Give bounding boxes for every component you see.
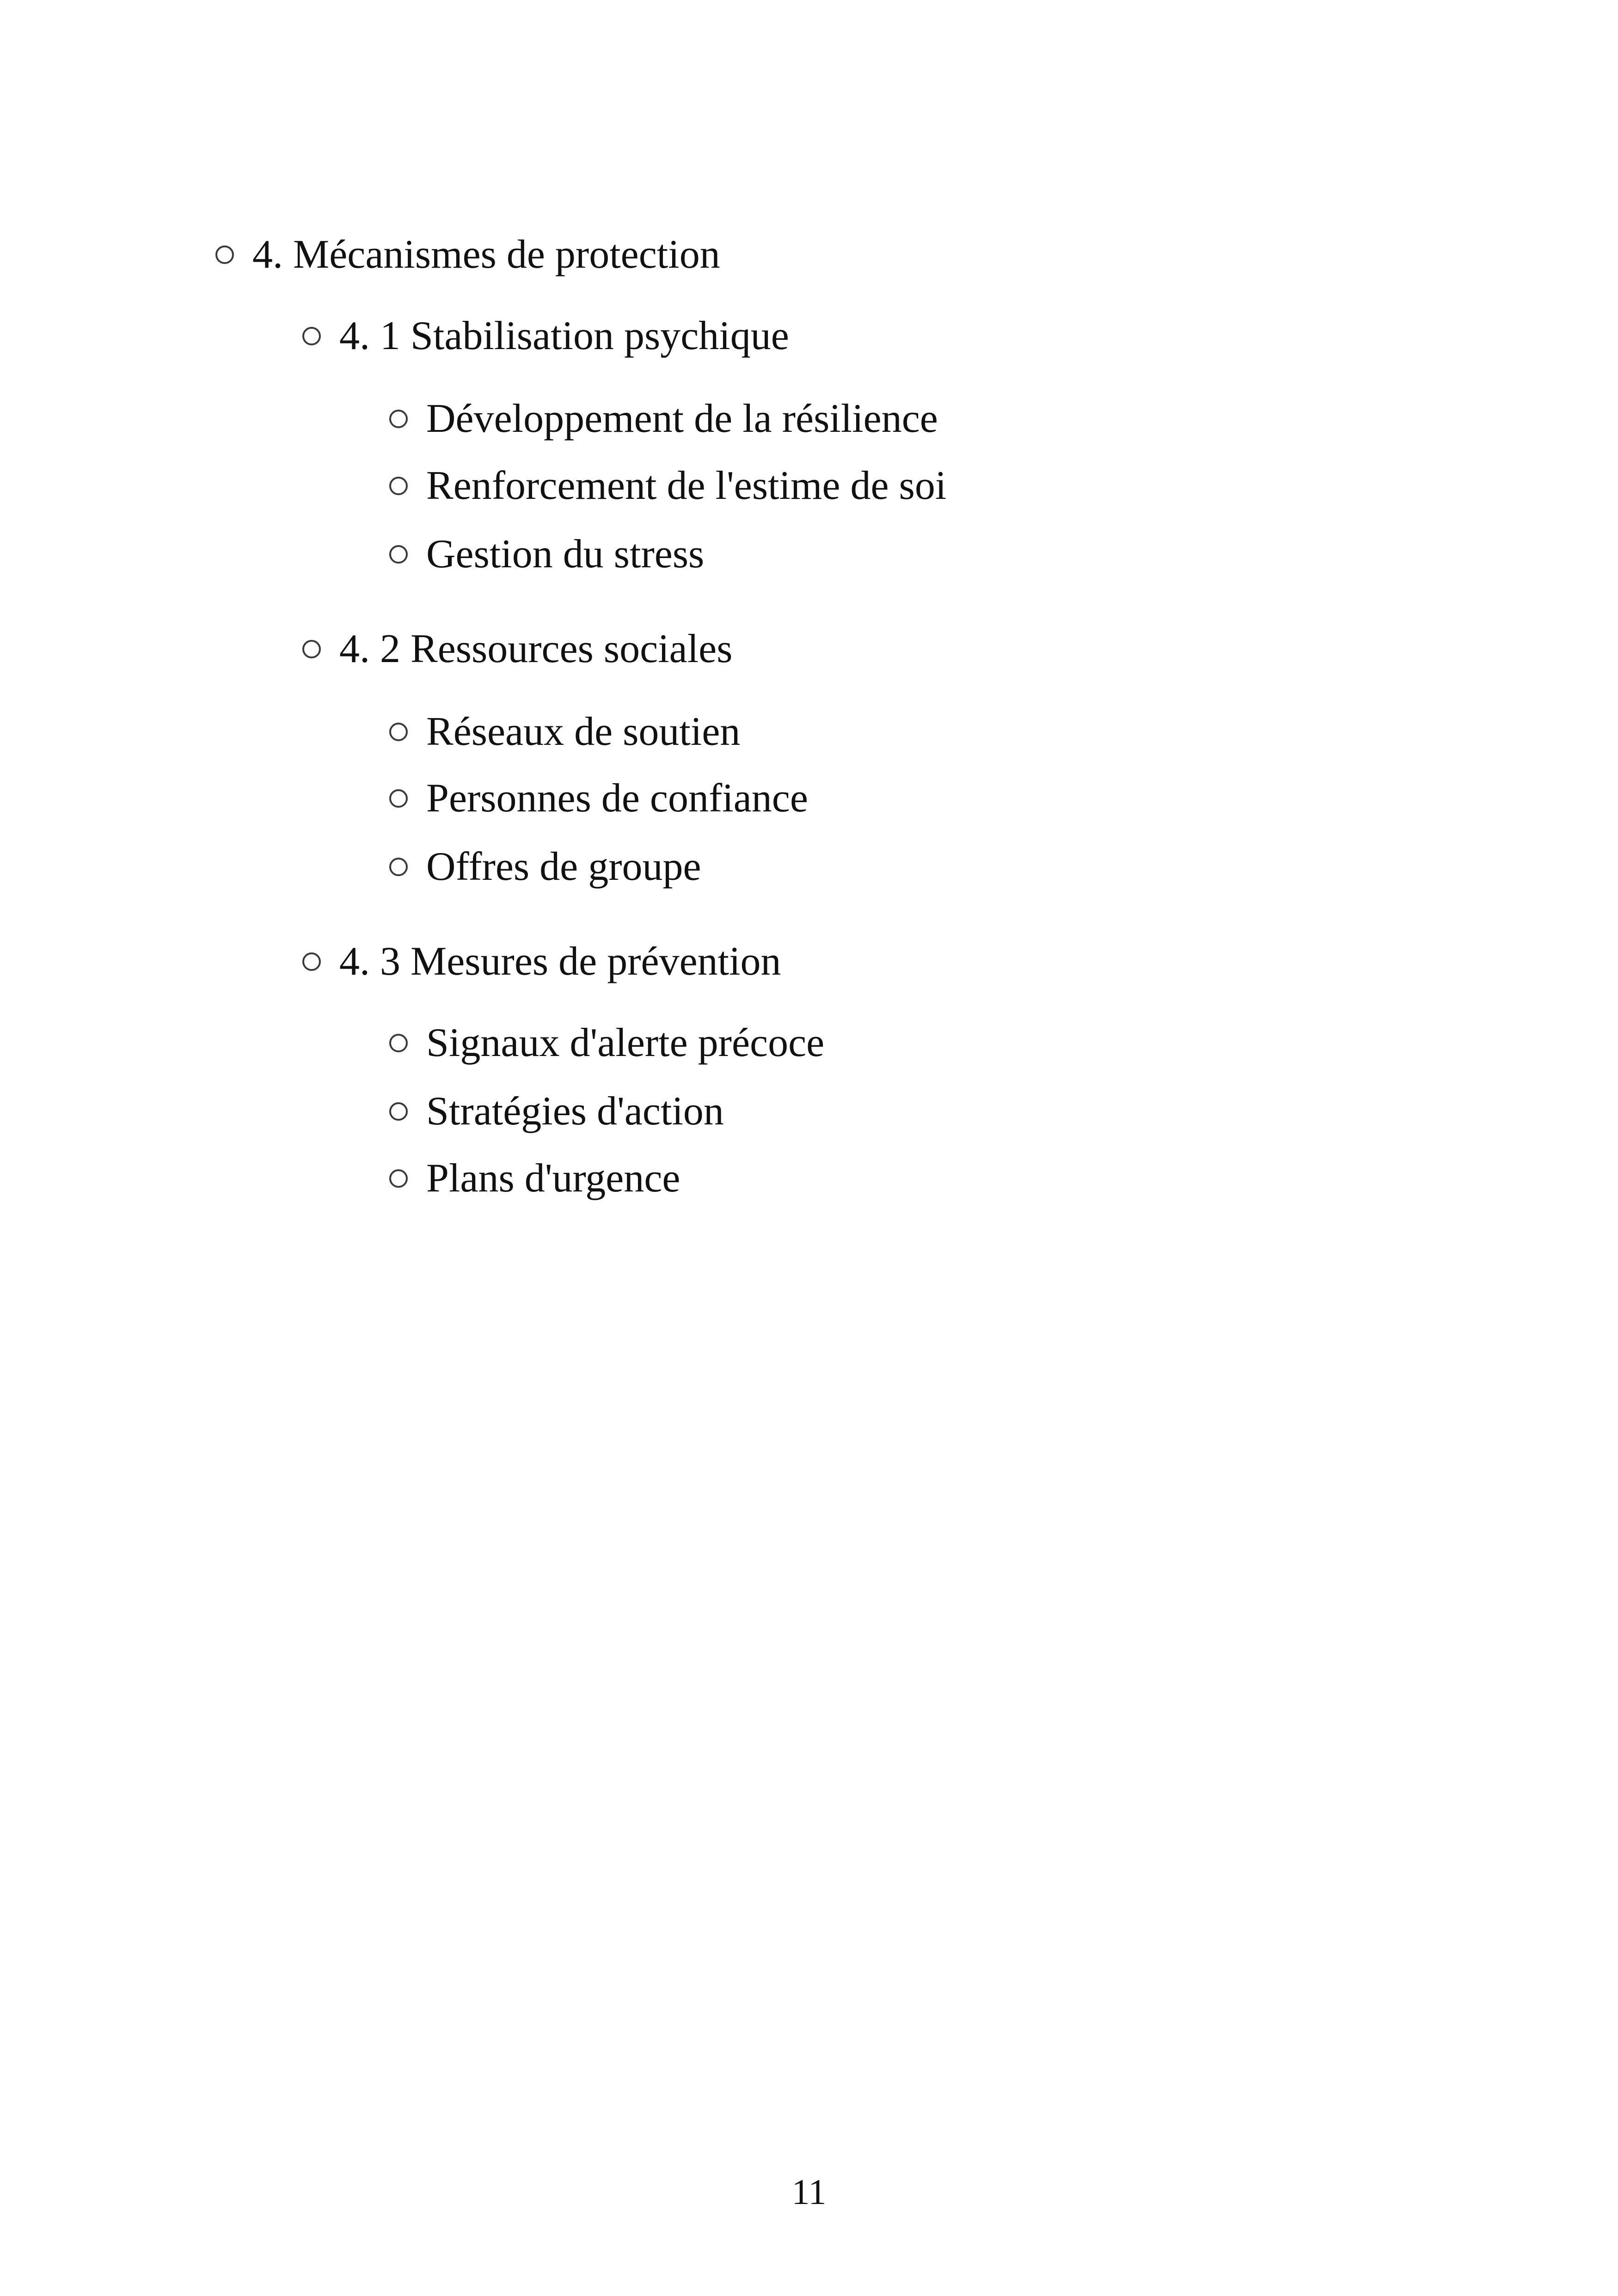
list-item-text: Réseaux de soutien xyxy=(426,709,741,754)
list-item-text: Plans d'urgence xyxy=(426,1156,680,1201)
section-heading xyxy=(302,313,789,358)
section-heading-text: 4. 3 Mesures de prévention xyxy=(339,939,781,984)
list-item-text: Renforcement de l'estime de soi xyxy=(426,463,947,508)
list-item xyxy=(389,1020,825,1065)
section-heading-text: 4. 2 Ressources sociales xyxy=(339,626,733,671)
hollow-bullet-icon xyxy=(302,640,321,658)
list-item xyxy=(389,463,947,508)
list-item xyxy=(389,844,701,889)
list-item xyxy=(389,778,808,819)
list-item-text: Offres de groupe xyxy=(426,844,701,889)
hollow-bullet-icon xyxy=(389,858,408,876)
hollow-bullet-icon xyxy=(215,246,234,264)
section-heading xyxy=(302,626,733,671)
page-number: 11 xyxy=(791,2172,827,2212)
outline-heading xyxy=(215,234,720,275)
list-item xyxy=(389,1091,724,1132)
outline-heading-text: 4. Mécanismes de protection xyxy=(252,232,720,277)
section-heading-text: 4. 1 Stabilisation psychique xyxy=(339,313,789,358)
hollow-bullet-icon xyxy=(389,545,408,564)
hollow-bullet-icon xyxy=(389,789,408,808)
hollow-bullet-icon xyxy=(389,1169,408,1188)
list-item xyxy=(389,709,741,754)
list-item xyxy=(389,1158,680,1199)
hollow-bullet-icon xyxy=(389,723,408,741)
section-heading xyxy=(302,941,781,982)
hollow-bullet-icon xyxy=(389,1034,408,1052)
hollow-bullet-icon xyxy=(389,410,408,428)
hollow-bullet-icon xyxy=(389,1102,408,1121)
list-item-text: Signaux d'alerte précoce xyxy=(426,1020,825,1065)
hollow-bullet-icon xyxy=(302,327,321,345)
list-item xyxy=(389,396,938,441)
list-item-text: Personnes de confiance xyxy=(426,776,808,821)
list-item-text: Développement de la résilience xyxy=(426,396,938,441)
list-item xyxy=(389,534,704,575)
hollow-bullet-icon xyxy=(302,952,321,971)
list-item-text: Stratégies d'action xyxy=(426,1089,724,1134)
hollow-bullet-icon xyxy=(389,477,408,495)
list-item-text: Gestion du stress xyxy=(426,532,705,577)
